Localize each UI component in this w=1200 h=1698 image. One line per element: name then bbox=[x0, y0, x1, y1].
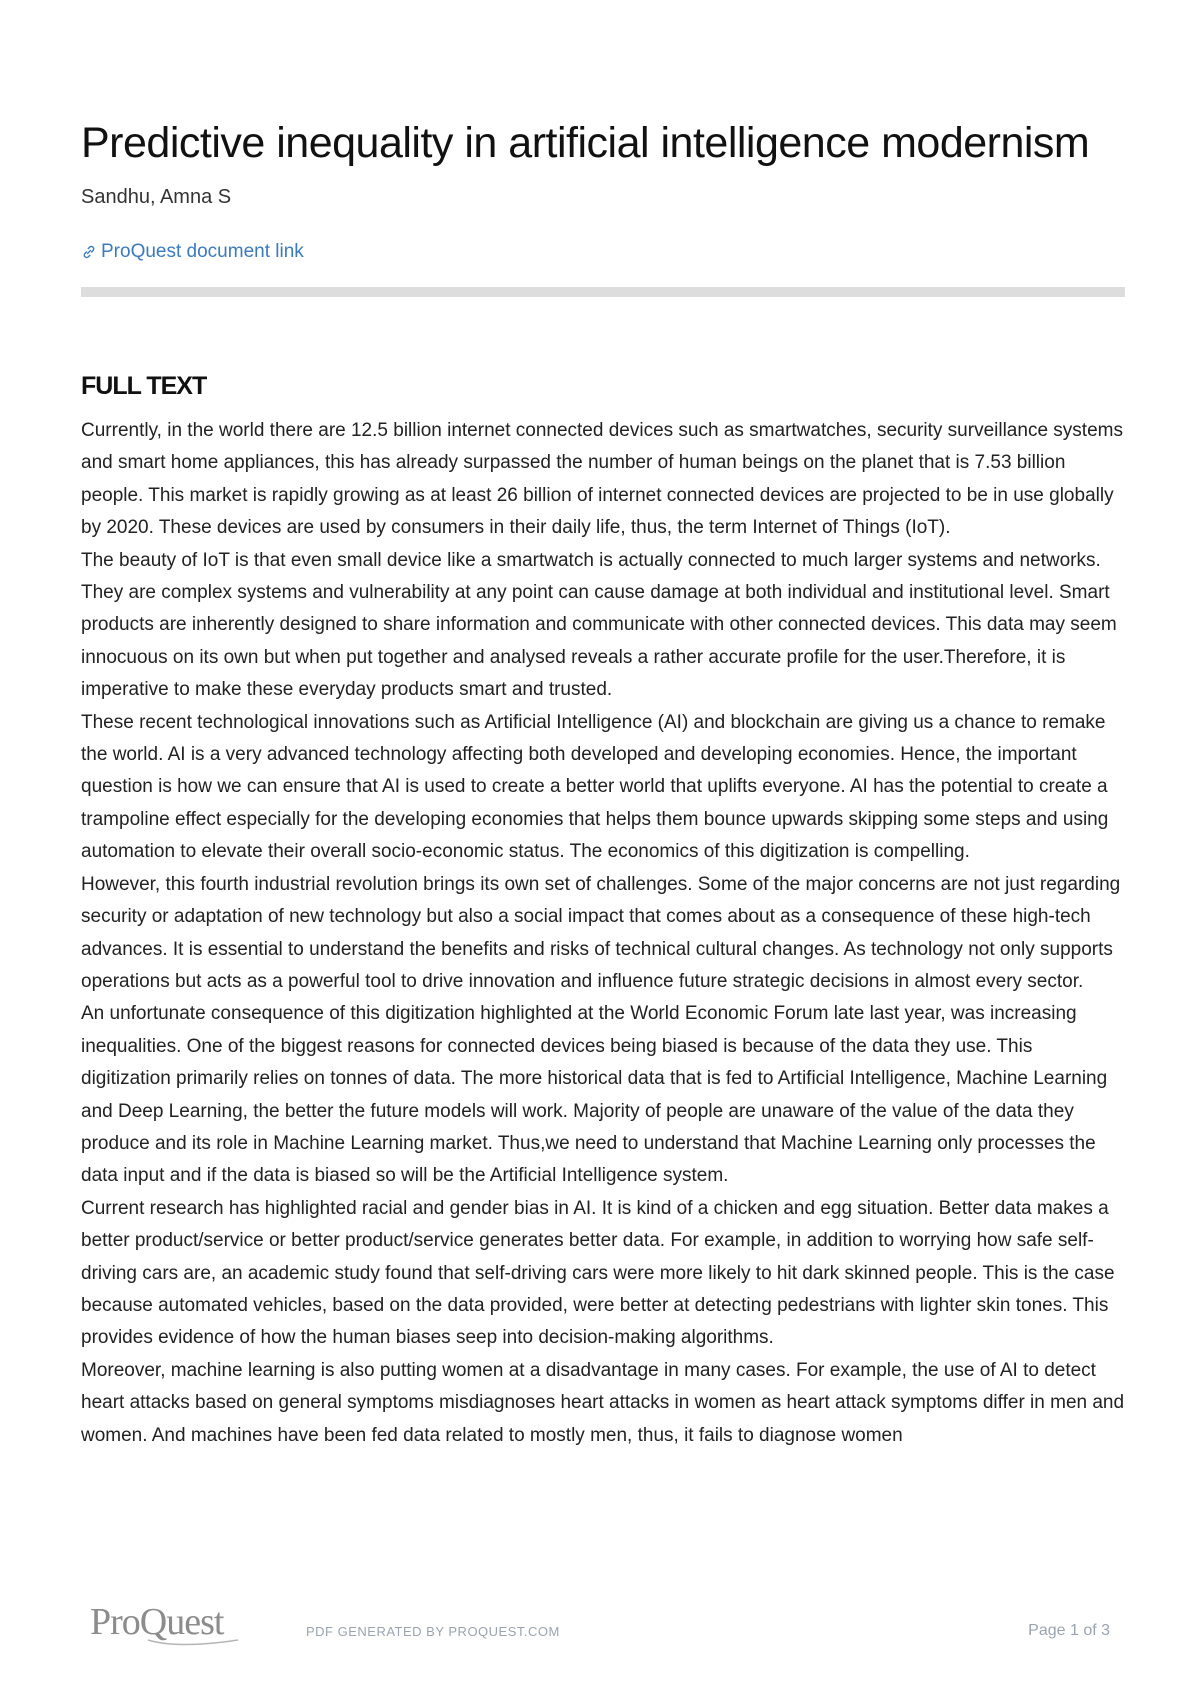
paragraph: Current research has highlighted racial and gender bias in AI. It is kind of a chicken and egg situation. Better data makes a better product/service or better product/service generates better data. For example, in addition to worrying how safe self-driving cars are, an academic study found that self-driving cars were more likely to hit dark skinned people. This is the case because automated vehicles, based on the data provided, were better at detecting pedestrians with lighter skin tones. This provides evidence of how the human biases seep into decision-making algorithms. bbox=[81, 1197, 1115, 1349]
proquest-document-link-label[interactable]: ProQuest document link bbox=[101, 241, 304, 262]
paragraph: An unfortunate consequence of this digitization highlighted at the World Economic Forum late last year, was increasing inequalities. One of the biggest reasons for connected devices being biased is because of the data they use. This digitization primarily relies on tonnes of data. The more historical data that is fed to Artificial Intelligence, Machine Learning and Deep Learning, the better the future models will work. Majority of people are unaware of the value of the data they produce and its role in Machine Learning market. Thus,we need to understand that Machine Learning only processes the data input and if the data is biased so will be the Artificial Intelligence system. bbox=[81, 1003, 1108, 1187]
paragraph: Currently, in the world there are 12.5 billion internet connected devices such as smartwatches, security surveillance systems and smart home appliances, this has already surpassed the number of human beings on the planet that is 7.53 billion people. This market is rapidly growing as at least 26 billion of internet connected devices are projected to be in use globally by 2020. These devices are used by consumers in their daily life, thus, the term Internet of Things (IoT). bbox=[81, 420, 1123, 539]
paragraph: Moreover, machine learning is also putting women at a disadvantage in many cases. For example, the use of AI to detect heart attacks based on general symptoms misdiagnoses heart attacks in women as heart attack symptoms differ in men and women. And machines have been fed data related to mostly men, thus, it fails to diagnose women bbox=[81, 1359, 1125, 1446]
pdf-generated-by: PDF GENERATED BY PROQUEST.COM bbox=[306, 1624, 560, 1639]
full-text-body bbox=[81, 415, 1125, 1452]
paragraph: The beauty of IoT is that even small device like a smartwatch is actually connected to much larger systems and networks. They are complex systems and vulnerability at any point can cause damage at both individual and institutional level. Smart products are inherently designed to share information and communicate with other connected devices. This data may seem innocuous on its own but when put together and analysed reveals a rather accurate profile for the user.Therefore, it is imperative to make these everyday products smart and trusted. bbox=[81, 549, 1117, 701]
svg-text:ProQuest: ProQuest bbox=[90, 1601, 224, 1643]
proquest-logo bbox=[88, 1596, 248, 1652]
paragraph: However, this fourth industrial revolution brings its own set of challenges. Some of the major concerns are not just regarding security or adaptation of new technology but also a social impact that comes about as a consequence of these high-tech advances. It is essential to understand the benefits and risks of technical cultural changes. As technology not only supports operations but acts as a powerful tool to drive innovation and influence future strategic decisions in almost every sector. bbox=[81, 873, 1121, 992]
link-icon bbox=[81, 244, 97, 260]
document-title: Predictive inequality in artificial intelligence modernism bbox=[81, 119, 1090, 167]
paragraph: These recent technological innovations such as Artificial Intelligence (AI) and blockchain are giving us a chance to remake the world. AI is a very advanced technology affecting both developed and developing economies. Hence, the important question is how we can ensure that AI is used to create a better world that uplifts everyone. AI has the potential to create a trampoline effect especially for the developing economies that helps them bounce upwards skipping some steps and using automation to elevate their overall socio-economic status. The economics of this digitization is compelling. bbox=[81, 711, 1109, 863]
page-number: Page 1 of 3 bbox=[1028, 1622, 1110, 1639]
page-footer bbox=[0, 1590, 1200, 1670]
section-heading-full-text: FULL TEXT bbox=[81, 372, 207, 400]
document-author: Sandhu, Amna S bbox=[81, 186, 232, 208]
proquest-document-link[interactable] bbox=[81, 240, 1125, 264]
header-divider bbox=[81, 287, 1125, 297]
document-page bbox=[81, 118, 1125, 1452]
